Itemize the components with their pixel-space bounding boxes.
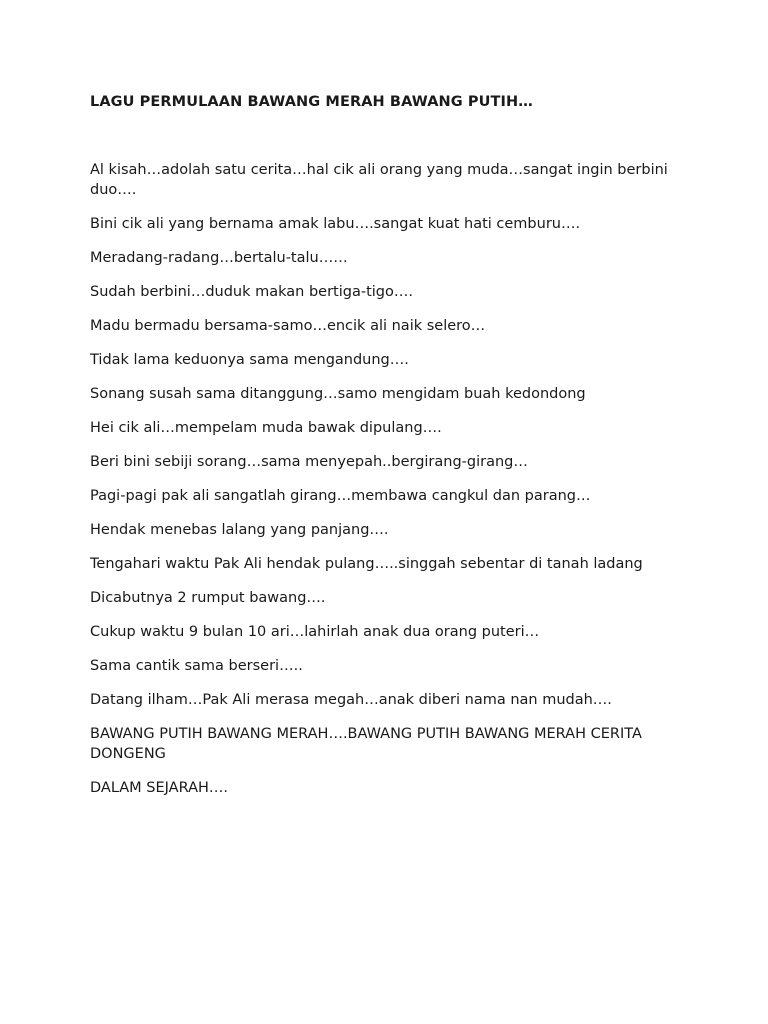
lyric-line: Sonang susah sama ditanggung…samo mengidam buah kedondong	[90, 386, 586, 402]
lyric-line: Meradang-radang…bertalu-talu……	[90, 250, 348, 266]
lyric-line: Sama cantik sama berseri…..	[90, 658, 303, 674]
lyric-line: Tengahari waktu Pak Ali hendak pulang…..singgah sebentar di tanah ladang	[90, 556, 643, 572]
lyric-line: BAWANG PUTIH BAWANG MERAH….BAWANG PUTIH BAWANG MERAH CERITA DONGENG	[90, 726, 642, 762]
lyric-line: Beri bini sebiji sorang…sama menyepah..bergirang-girang…	[90, 454, 528, 470]
lyric-line: Bini cik ali yang bernama amak labu….sangat kuat hati cemburu….	[90, 216, 581, 232]
lyric-line: Hendak menebas lalang yang panjang….	[90, 522, 389, 538]
lyric-line: Sudah berbini…duduk makan bertiga-tigo….	[90, 284, 413, 300]
lyric-line: Tidak lama keduonya sama mengandung….	[90, 352, 409, 368]
lyric-line: Hei cik ali…mempelam muda bawak dipulang….	[90, 420, 442, 436]
lyric-line: Pagi-pagi pak ali sangatlah girang…membawa cangkul dan parang…	[90, 488, 591, 504]
lyric-line: Al kisah…adolah satu cerita…hal cik ali orang yang muda…sangat ingin berbini duo….	[90, 162, 668, 198]
lyric-line: Datang ilham…Pak Ali merasa megah…anak diberi nama nan mudah….	[90, 692, 612, 708]
lyric-line: Dicabutnya 2 rumput bawang….	[90, 590, 326, 606]
lyric-line: Cukup waktu 9 bulan 10 ari…lahirlah anak dua orang puteri…	[90, 624, 540, 640]
lyrics-body	[90, 160, 680, 812]
lyric-line: DALAM SEJARAH….	[90, 780, 229, 796]
document-title: LAGU PERMULAAN BAWANG MERAH BAWANG PUTIH…	[90, 94, 533, 110]
lyric-line: Madu bermadu bersama-samo…encik ali naik selero…	[90, 318, 486, 334]
